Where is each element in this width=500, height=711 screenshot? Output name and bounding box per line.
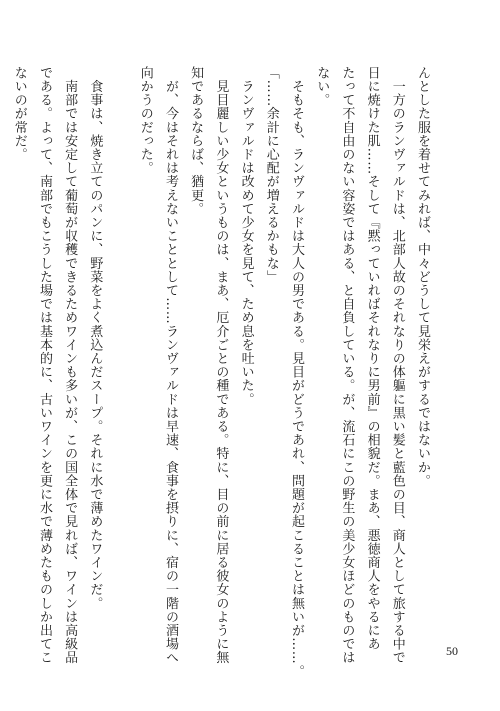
main-text [11,66,435,678]
text-line: ランヴァルドは改めて少女を見て、ため息を吐いた。 [238,66,254,406]
text-line: 一方のランヴァルドは、北部人故のそれなりの体軀に黒い髪と藍色の目、商人として旅する中で [389,66,405,665]
text-line: そもそも、ランヴァルドは大人の男である。見目がどうであれ、問題が起こることは無いが……。 [288,66,304,678]
text-line: 見目麗しい少女というものは、まあ、厄介ごとの種である。特に、目の前に居る彼女のように無 [213,66,229,665]
text-line: である。よって、南部でもこうした場では基本的に、古いワインを更に水で薄めたものしか出てこ [36,66,52,665]
text-line: が、今はそれは考えないこととして……ランヴァルドは早速、食事を摂りに、宿の一階の酒場へ [162,66,178,665]
dialogue-line: 「……余計に心配が増えるかもな」 [263,66,279,284]
text-line: ないのが常だ。 [11,66,27,162]
text-line: 食事は、焼き立てのパンに、野菜をよく煮込んだスープ。それに水で薄めたワインだ。 [87,66,103,610]
text-line: 日に焼けた肌……そして『黙っていればそれなりに男前』の相貌だ。まあ、悪徳商人をやるにあ [364,66,380,651]
text-line: ない。 [314,66,330,107]
page-number: 50 [446,644,458,658]
text-line: 南部では安定して葡萄が収穫できるためワインも多いが、この国全体で見れば、ワインは高級品 [62,66,78,665]
text-line: 向かうのだった。 [137,66,153,175]
text-line: んとした服を着せてみれば、中々どうして見栄えがするではないか。 [415,66,430,488]
section-break [107,66,132,626]
text-line: 知であるならば、猶更。 [188,66,204,216]
text-line: たって不自由のない容姿ではある、と自負している。が、流石にこの野生の美少女ほどのものでは [339,66,355,665]
